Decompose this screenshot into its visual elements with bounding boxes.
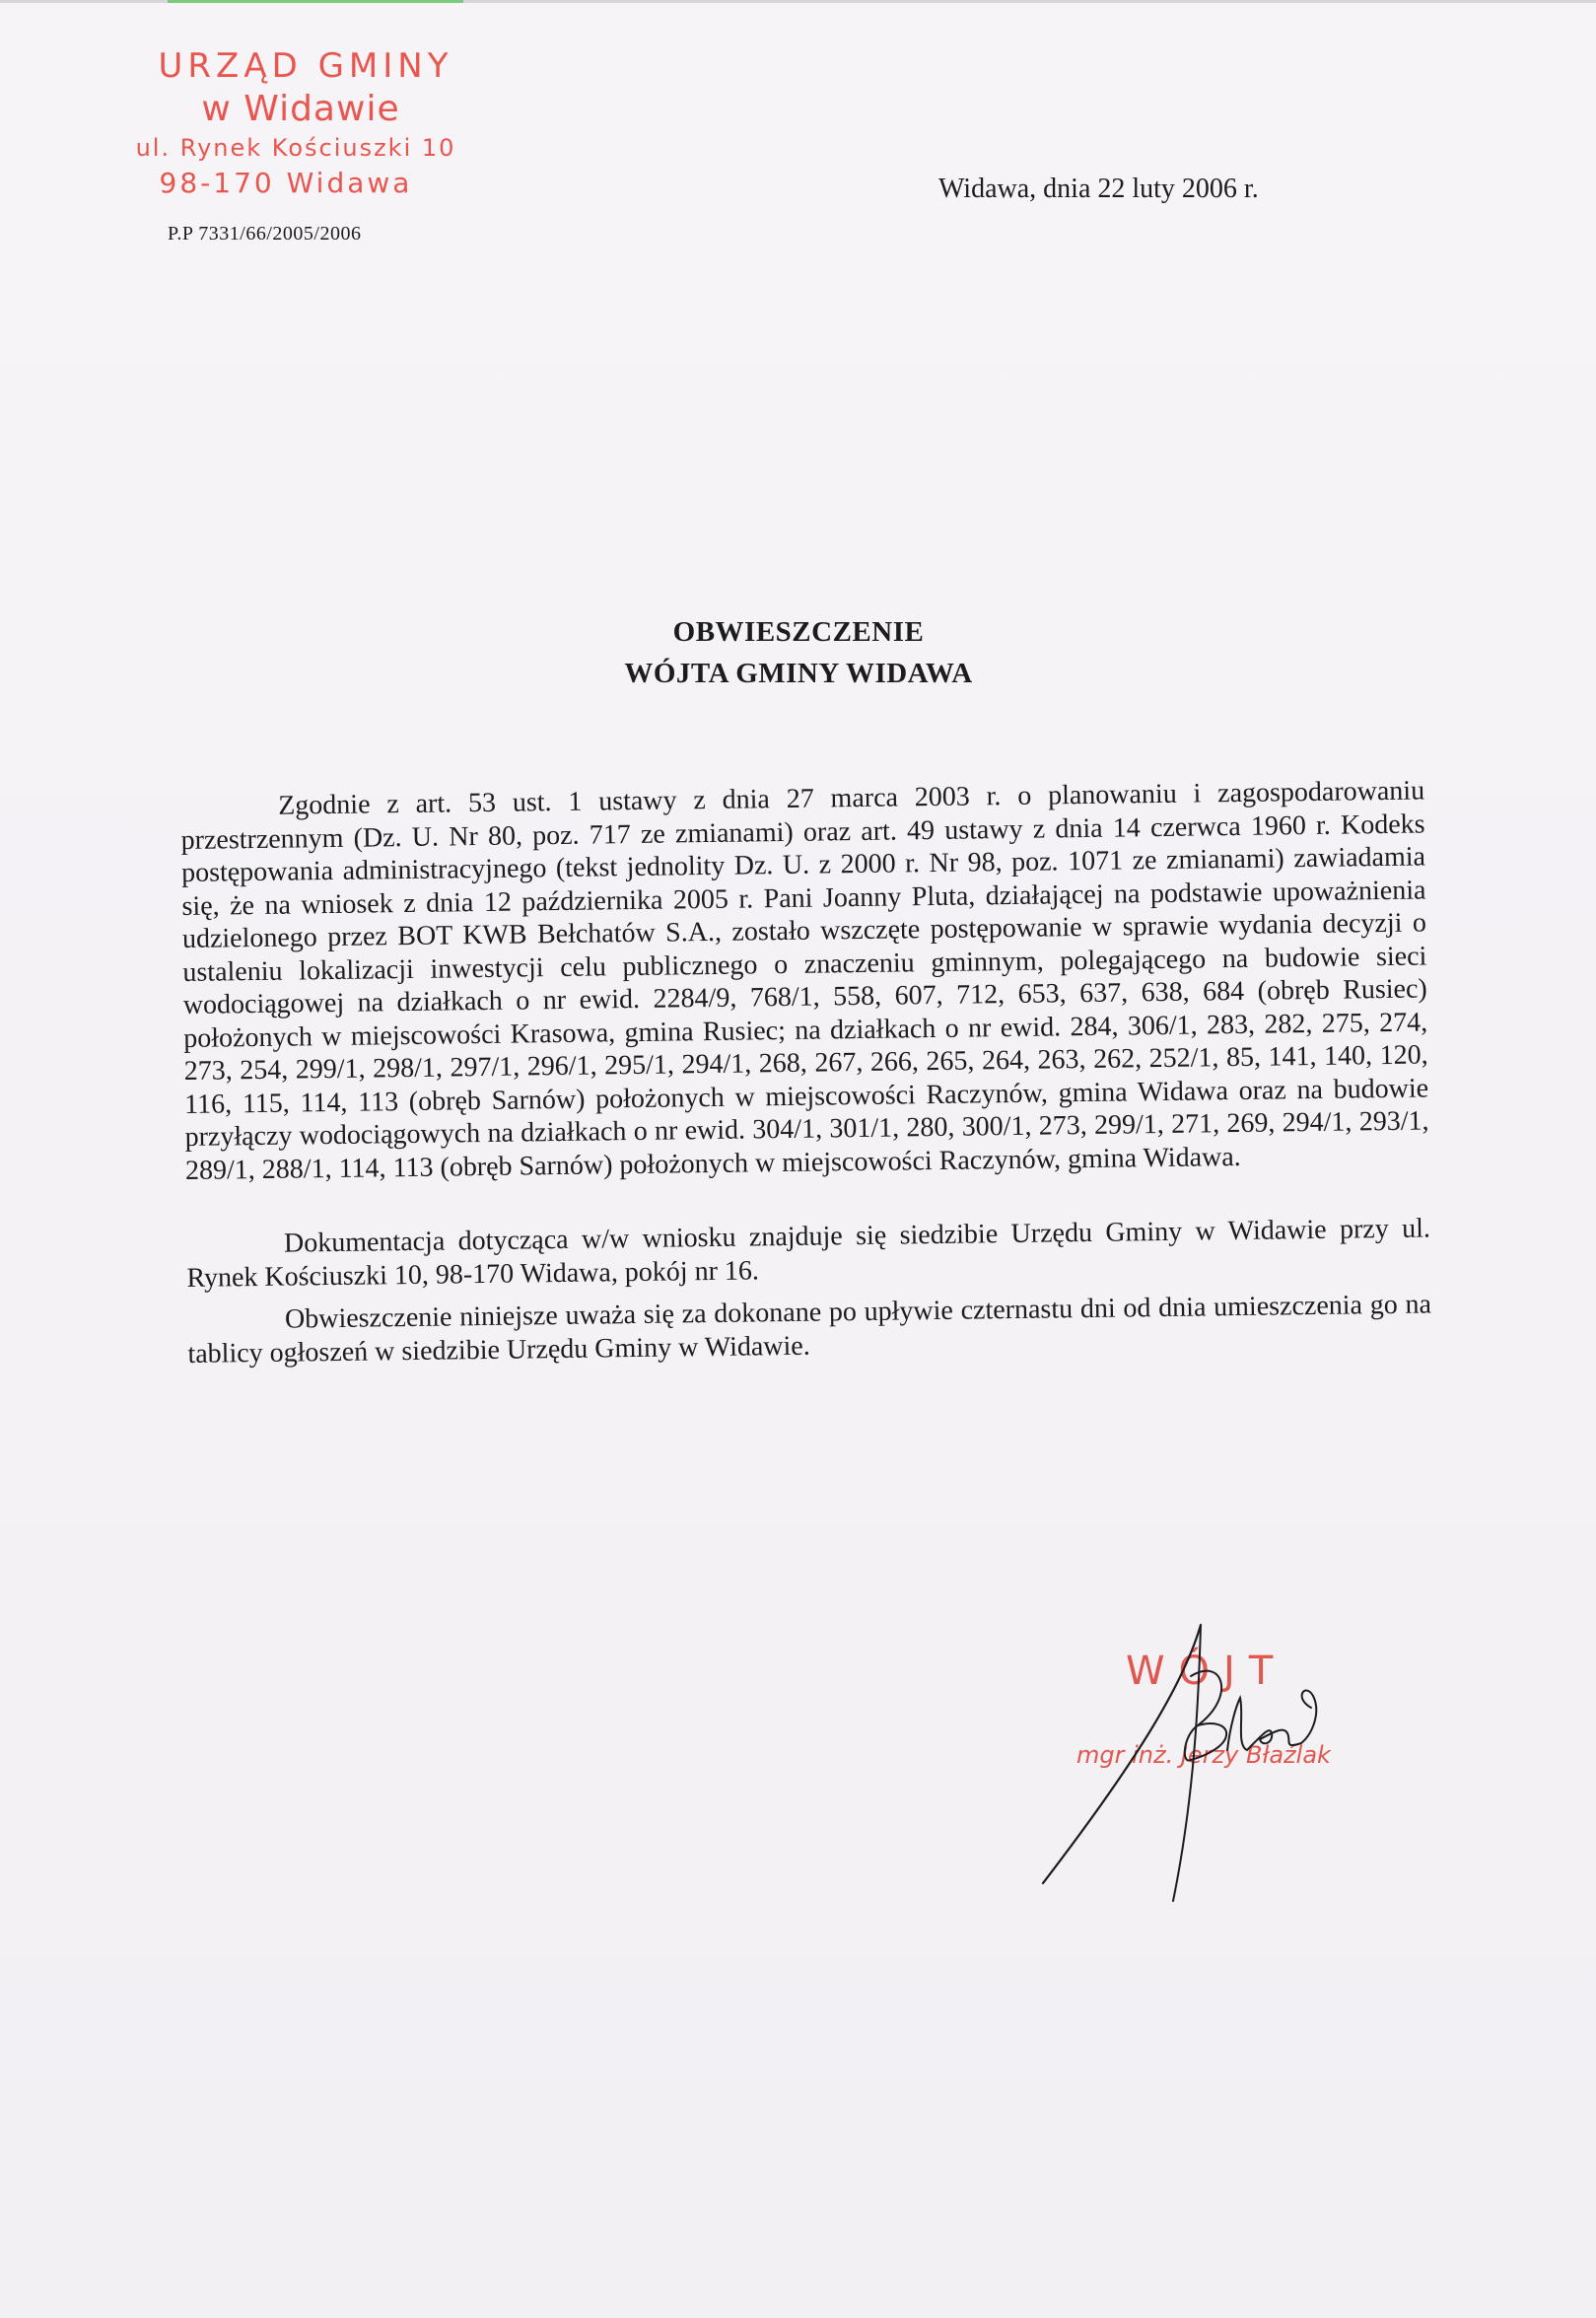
- stamp-street: ul. Rynek Kościuszki 10: [135, 134, 456, 162]
- scan-top-edge-marker: [168, 0, 463, 3]
- signature-title: WÓJT: [1126, 1649, 1287, 1694]
- title-line-1: OBWIESZCZENIE: [672, 616, 925, 648]
- stamp-office-town: w Widawie: [201, 89, 400, 129]
- body-paragraph-3: Obwieszczenie niniejsze uważa się za dokonane po upływie czternastu dni od dnia umieszczenia go na tablicy ogłoszeń w siedzibie Urzędu Gminy w Widawie.: [187, 1289, 1432, 1370]
- body-paragraph-2: Dokumentacja dotycząca w/w wniosku znajduje się siedzibie Urzędu Gminy w Widawie przy ul. Rynek Kościuszki 10, 98-170 Widawa, pokój nr 16.: [186, 1213, 1431, 1294]
- handwritten-signature: [1025, 1617, 1351, 1913]
- reference-number: P.P 7331/66/2005/2006: [168, 223, 362, 245]
- office-stamp: [118, 43, 493, 201]
- place-and-date: Widawa, dnia 22 luty 2006 r.: [938, 174, 1259, 204]
- stamp-office-name: URZĄD GMINY: [158, 46, 453, 86]
- signature-name: mgr inż. Jerzy Błaźlak: [1076, 1741, 1331, 1769]
- title-line-2: WÓJTA GMINY WIDAWA: [624, 658, 973, 689]
- body-paragraph-1: Zgodnie z art. 53 ust. 1 ustawy z dnia 27 marca 2003 r. o planowaniu i zagospodarowaniu przestrzennym (Dz. U. Nr 80, poz. 717 ze zmianami) oraz art. 49 ustawy z dnia 14 czerwca 1960 r. Kodeks postępowania administracyjnego (tekst jednolity Dz. U. z 2000 r. Nr 98, poz. 1071 ze zmianami) zawiadamia się, że na wniosek z dnia 12 października 2005 r. Pani Joanny Pluta, działającej na podstawie upoważnienia udzielonego przez BOT KWB Bełchatów S.A., zostało wszczęte postępowanie w sprawie wydania decyzji o ustaleniu lokalizacji inwestycji celu publicznego o znaczeniu gminnym, polegającego na budowie sieci wodociągowej na działkach o nr ewid. 2284/9, 768/1, 558, 607, 712, 653, 637, 638, 684 (obręb Rusiec) położonych w miejscowości Krasowa, gmina Rusiec; na działkach o nr ewid. 284, 306/1, 283, 282, 275, 274, 273, 254, 299/1, 298/1, 297/1, 296/1, 295/1, 294/1, 268, 267, 266, 265, 264, 263, 262, 252/1, 85, 141, 140, 120, 116, 115, 114, 113 (obręb Sarnów) położonych w miejscowości Raczynów, gmina Widawa oraz na budowie przyłączy wodociągowych na działkach o nr ewid. 304/1, 301/1, 280, 300/1, 273, 299/1, 271, 269, 294/1, 293/1, 289/1, 288/1, 114, 113 (obręb Sarnów) położonych w miejscowości Raczynów, gmina Widawa.: [180, 775, 1429, 1186]
- document-body: [180, 774, 1432, 1370]
- stamp-postcode: 98-170 Widawa: [159, 167, 413, 199]
- document-title: [552, 611, 1045, 694]
